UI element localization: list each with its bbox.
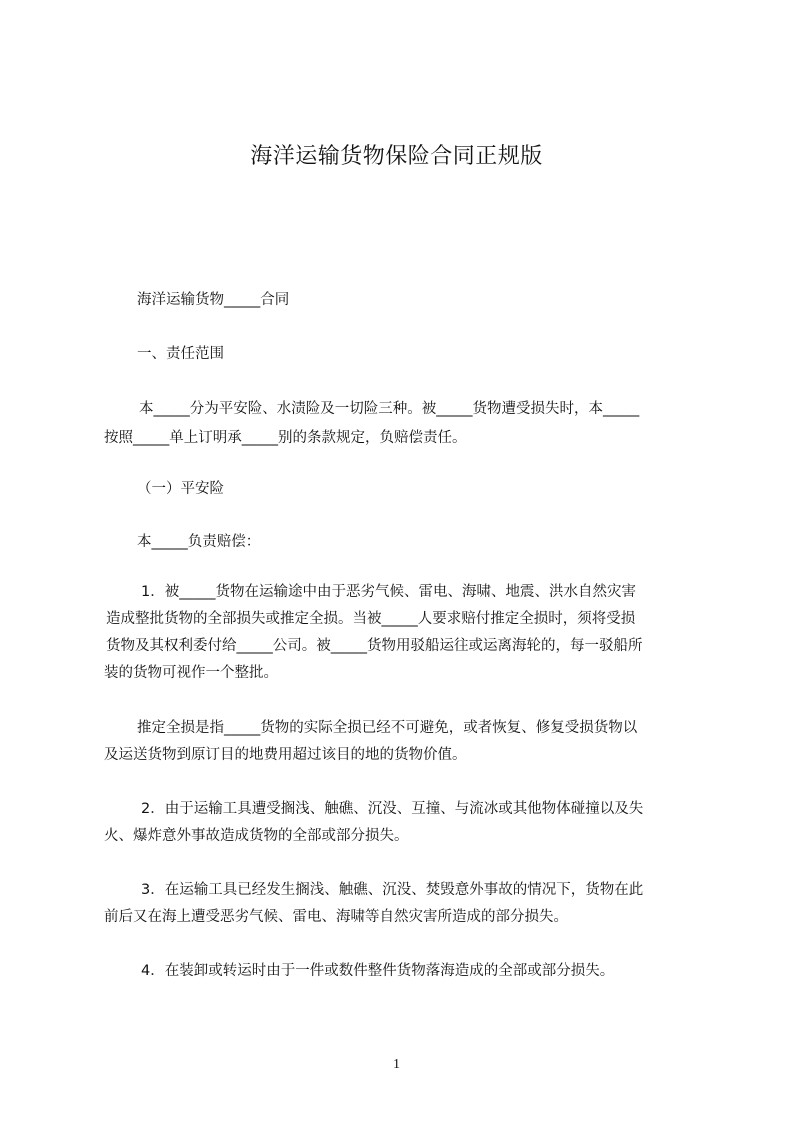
paragraph-line: 火、爆炸意外事故造成货物的全部或部分损失。 [104,828,409,844]
paragraph-line: 前后又在海上遭受恶劣气候、雷电、海啸等自然灾害所造成的部分损失。 [104,909,568,925]
contract-name-line: 海洋运输货物_____合同 [137,292,290,308]
paragraph-line: 1．被_____货物在运输途中由于恶劣气候、雷电、海啸、地震、洪水自然灾害 [141,584,636,600]
paragraph-line: 及运送货物到原订目的地费用超过该目的地的货物价值。 [104,747,467,763]
paragraph-line: 按照_____单上订明承_____别的条款规定，负赔偿责任。 [104,430,467,446]
paragraph-line: 3．在运输工具已经发生搁浅、触礁、沉没、焚毁意外事故的情况下，货物在此 [141,882,644,898]
section-heading: 一、责任范围 [137,346,224,362]
paragraph-line: 装的货物可视作一个整批。 [104,665,278,681]
paragraph-line: 货物及其权利委付给_____公司。被_____货物用驳船运往或运离海轮的，每一驳船所 [106,638,643,654]
paragraph-line: 2．由于运输工具遭受搁浅、触礁、沉没、互撞、与流冰或其他物体碰撞以及失 [141,801,644,817]
paragraph-line: 推定全损是指_____货物的实际全损已经不可避免，或者恢复、修复受损货物以 [137,720,638,736]
paragraph-line: 本_____负责赔偿： [137,534,261,550]
paragraph-line: 造成整批货物的全部损失或推定全损。当被_____人要求赔付推定全损时，须将受损 [106,611,636,627]
subsection-heading: （一）平安险 [137,481,224,497]
paragraph-line: 本_____分为平安险、水渍险及一切险三种。被_____货物遭受损失时，本_____ [139,401,640,417]
paragraph-line: 4．在装卸或转运时由于一件或数件整件货物落海造成的全部或部分损失。 [141,963,615,979]
page-number: 1 [393,1057,400,1072]
document-title: 海洋运输货物保险合同正规版 [250,144,543,169]
